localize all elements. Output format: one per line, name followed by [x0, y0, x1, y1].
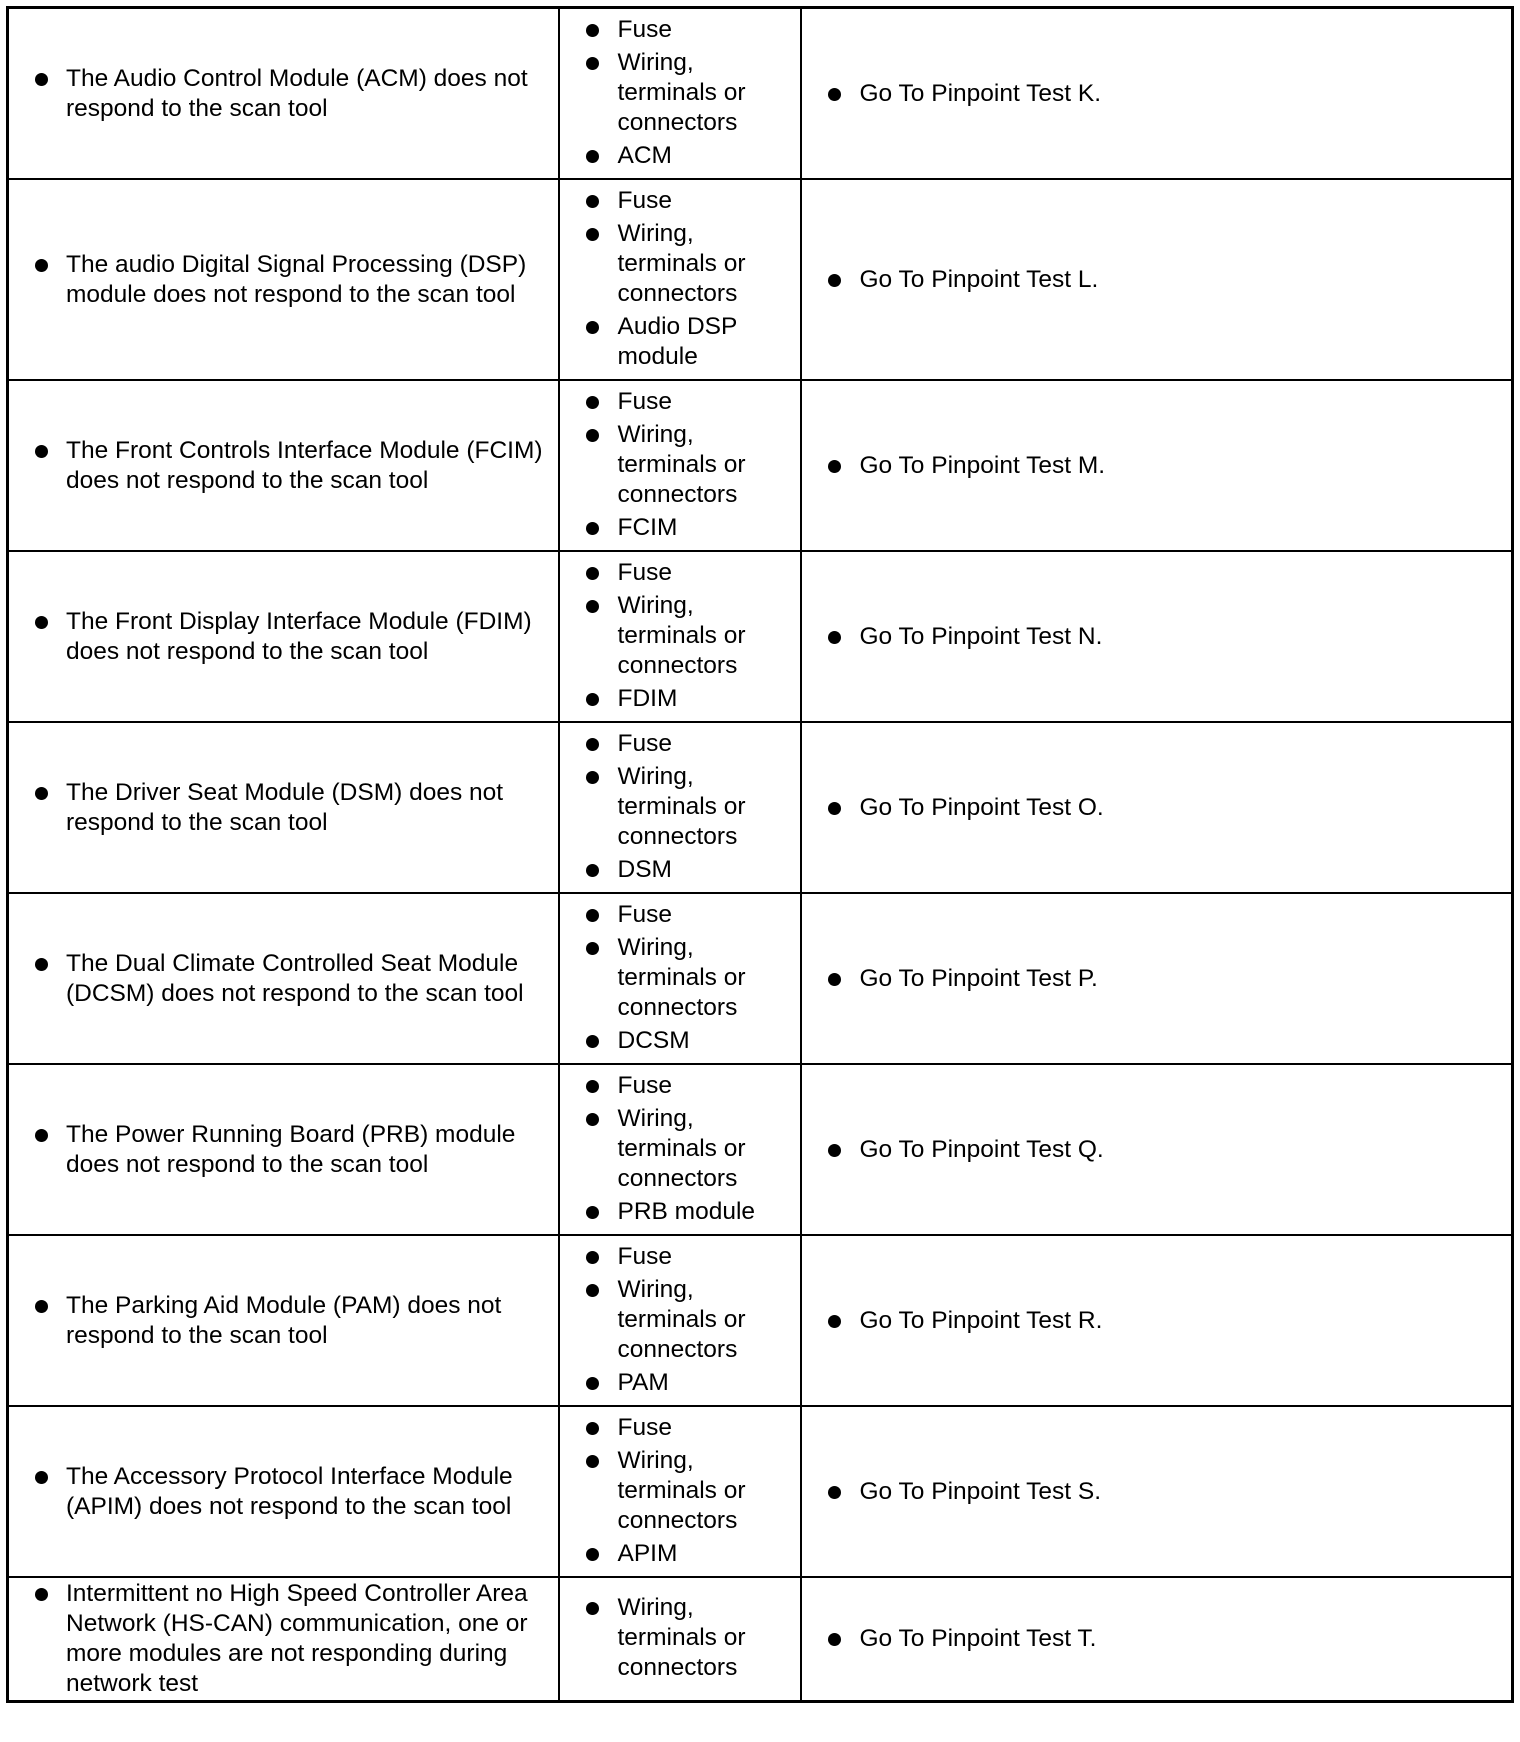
pinpoint-test-link[interactable]: Go To Pinpoint Test T.	[802, 1624, 1512, 1654]
possible-source-item: PRB module	[560, 1197, 800, 1227]
pinpoint-test-link[interactable]: Go To Pinpoint Test P.	[802, 964, 1512, 994]
possible-source-item: ACM	[560, 141, 800, 171]
condition-text: The Dual Climate Controlled Seat Module (DCSM) does not respond to the scan tool	[9, 949, 558, 1009]
possible-sources-cell	[559, 722, 801, 893]
pinpoint-test-link[interactable]: Go To Pinpoint Test S.	[802, 1477, 1512, 1507]
condition-cell	[8, 722, 559, 893]
possible-source-item: Audio DSP module	[560, 312, 800, 372]
pinpoint-test-link[interactable]: Go To Pinpoint Test M.	[802, 451, 1512, 481]
possible-sources-cell	[559, 1064, 801, 1235]
action-cell	[801, 1064, 1513, 1235]
possible-source-item: Wiring, terminals or connectors	[560, 762, 800, 852]
table-row	[8, 722, 1513, 893]
pinpoint-test-link[interactable]: Go To Pinpoint Test R.	[802, 1306, 1512, 1336]
action-cell	[801, 1577, 1513, 1701]
symptom-chart-table	[6, 6, 1514, 1703]
possible-source-item: Fuse	[560, 1071, 800, 1101]
table-row	[8, 1577, 1513, 1701]
possible-source-item: Wiring, terminals or connectors	[560, 1104, 800, 1194]
pinpoint-test-link[interactable]: Go To Pinpoint Test Q.	[802, 1135, 1512, 1165]
possible-source-item: Fuse	[560, 729, 800, 759]
table-row	[8, 893, 1513, 1064]
condition-cell	[8, 8, 559, 180]
condition-text: The audio Digital Signal Processing (DSP) module does not respond to the scan tool	[9, 250, 558, 310]
possible-sources-cell	[559, 179, 801, 380]
possible-sources-cell	[559, 1235, 801, 1406]
possible-sources-cell	[559, 893, 801, 1064]
possible-source-item: Fuse	[560, 387, 800, 417]
action-cell	[801, 1235, 1513, 1406]
condition-cell	[8, 380, 559, 551]
table-row	[8, 1064, 1513, 1235]
condition-text: Intermittent no High Speed Controller Area Network (HS-CAN) communication, one or more modules are not responding during network test	[9, 1579, 558, 1699]
action-cell	[801, 380, 1513, 551]
condition-text: The Front Display Interface Module (FDIM) does not respond to the scan tool	[9, 607, 558, 667]
possible-source-item: DCSM	[560, 1026, 800, 1056]
pinpoint-test-link[interactable]: Go To Pinpoint Test N.	[802, 622, 1512, 652]
possible-source-item: APIM	[560, 1539, 800, 1569]
possible-source-item: FDIM	[560, 684, 800, 714]
table-row	[8, 8, 1513, 180]
condition-text: The Front Controls Interface Module (FCIM) does not respond to the scan tool	[9, 436, 558, 496]
action-cell	[801, 1406, 1513, 1577]
possible-source-item: Fuse	[560, 900, 800, 930]
condition-cell	[8, 1235, 559, 1406]
condition-cell	[8, 893, 559, 1064]
condition-text: The Power Running Board (PRB) module does not respond to the scan tool	[9, 1120, 558, 1180]
action-cell	[801, 8, 1513, 180]
condition-cell	[8, 1406, 559, 1577]
pinpoint-test-link[interactable]: Go To Pinpoint Test K.	[802, 79, 1512, 109]
possible-source-item: Fuse	[560, 558, 800, 588]
possible-source-item: DSM	[560, 855, 800, 885]
possible-source-item: Wiring, terminals or connectors	[560, 933, 800, 1023]
possible-sources-cell	[559, 8, 801, 180]
table-row	[8, 179, 1513, 380]
possible-source-item: Fuse	[560, 1242, 800, 1272]
possible-sources-cell	[559, 1577, 801, 1701]
table-row	[8, 1406, 1513, 1577]
possible-source-item: Wiring, terminals or connectors	[560, 219, 800, 309]
condition-text: The Driver Seat Module (DSM) does not respond to the scan tool	[9, 778, 558, 838]
action-cell	[801, 551, 1513, 722]
possible-source-item: Wiring, terminals or connectors	[560, 1275, 800, 1365]
action-cell	[801, 179, 1513, 380]
possible-source-item: Wiring, terminals or connectors	[560, 48, 800, 138]
possible-source-item: Wiring, terminals or connectors	[560, 420, 800, 510]
action-cell	[801, 722, 1513, 893]
possible-source-item: Wiring, terminals or connectors	[560, 591, 800, 681]
condition-cell	[8, 551, 559, 722]
symptom-chart-body	[8, 8, 1513, 1702]
possible-source-item: Wiring, terminals or connectors	[560, 1593, 800, 1683]
possible-source-item: Fuse	[560, 15, 800, 45]
condition-cell	[8, 179, 559, 380]
possible-source-item: Wiring, terminals or connectors	[560, 1446, 800, 1536]
pinpoint-test-link[interactable]: Go To Pinpoint Test L.	[802, 265, 1512, 295]
condition-text: The Accessory Protocol Interface Module (APIM) does not respond to the scan tool	[9, 1462, 558, 1522]
action-cell	[801, 893, 1513, 1064]
condition-text: The Audio Control Module (ACM) does not respond to the scan tool	[9, 64, 558, 124]
possible-source-item: Fuse	[560, 1413, 800, 1443]
possible-sources-cell	[559, 551, 801, 722]
condition-cell	[8, 1577, 559, 1701]
condition-text: The Parking Aid Module (PAM) does not respond to the scan tool	[9, 1291, 558, 1351]
pinpoint-test-link[interactable]: Go To Pinpoint Test O.	[802, 793, 1512, 823]
possible-sources-cell	[559, 380, 801, 551]
table-row	[8, 551, 1513, 722]
table-row	[8, 380, 1513, 551]
possible-sources-cell	[559, 1406, 801, 1577]
possible-source-item: PAM	[560, 1368, 800, 1398]
condition-cell	[8, 1064, 559, 1235]
table-row	[8, 1235, 1513, 1406]
possible-source-item: Fuse	[560, 186, 800, 216]
possible-source-item: FCIM	[560, 513, 800, 543]
